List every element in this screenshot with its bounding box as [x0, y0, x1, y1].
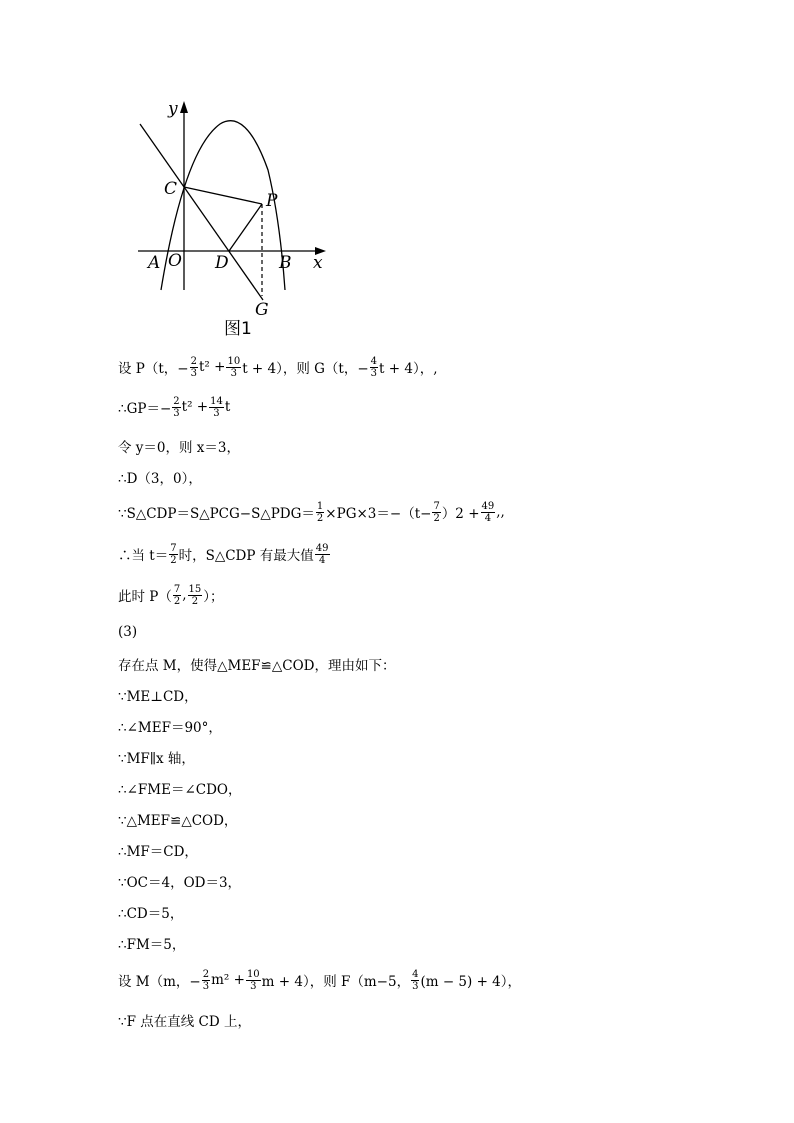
- fraction: [226, 356, 241, 379]
- numerator: 10: [227, 355, 241, 367]
- text: (m − 5) + 4），: [420, 974, 522, 990]
- denominator: 2: [433, 512, 440, 524]
- fraction: [316, 501, 324, 524]
- line-14: [118, 805, 237, 833]
- numerator: 10: [246, 968, 260, 980]
- text: m + 4），则 F（m−5，: [261, 974, 411, 990]
- denominator: 3: [250, 980, 257, 992]
- text: ∴FM＝5，: [118, 937, 186, 953]
- numerator: 1: [316, 500, 324, 512]
- text: ∵OC＝4，OD＝3，: [118, 875, 242, 891]
- text: 此时 P（: [118, 589, 172, 605]
- denominator: 3: [213, 407, 220, 419]
- text: ∵S△CDP＝S△PCG−S△PDG＝: [118, 506, 315, 522]
- denominator: 4: [318, 554, 326, 566]
- denominator: 2: [191, 595, 199, 607]
- label-g: G: [255, 300, 269, 320]
- denominator: 2: [173, 595, 181, 607]
- label-o: O: [168, 251, 182, 271]
- text: ×PG×3＝−（t−: [325, 506, 432, 522]
- line-13: [118, 774, 241, 802]
- label-d: D: [215, 253, 229, 273]
- fraction: [481, 501, 496, 524]
- fraction: [169, 543, 177, 566]
- text: ∴MF＝CD，: [118, 844, 198, 860]
- figure-caption: 图1: [224, 319, 252, 339]
- fraction: [190, 356, 198, 379]
- y-axis-arrow: [180, 101, 188, 113]
- fraction: [370, 356, 378, 379]
- line-4: [118, 463, 202, 491]
- text: t + 4），则 G（t，−: [242, 361, 369, 377]
- fraction: [172, 396, 180, 419]
- fraction: [315, 543, 330, 566]
- text: 存在点 M，使得△MEF≌△COD，理由如下：: [118, 658, 396, 674]
- text: 设 M（m，−: [118, 974, 201, 990]
- text: (3): [118, 624, 138, 640]
- line-1: [118, 353, 438, 381]
- numerator: 14: [210, 395, 223, 407]
- numerator: 7: [433, 500, 440, 512]
- numerator: 7: [173, 583, 181, 595]
- line-cd: [140, 124, 263, 300]
- fraction: [173, 584, 181, 607]
- text: t² +: [181, 399, 209, 415]
- line-15: [118, 836, 198, 864]
- numerator: 7: [170, 542, 177, 554]
- fraction: [411, 969, 419, 992]
- numerator: 49: [315, 542, 329, 554]
- line-17: [118, 898, 183, 926]
- fraction: [209, 396, 224, 419]
- text: t² +: [199, 359, 226, 375]
- text: ∵△MEF≌△COD，: [118, 813, 238, 829]
- text: m² +: [211, 972, 245, 988]
- line-5: [118, 498, 505, 526]
- line-11: [118, 712, 222, 740]
- fraction: [202, 969, 210, 992]
- numerator: 2: [202, 968, 210, 980]
- denominator: 3: [173, 407, 180, 419]
- numerator: 49: [481, 500, 495, 512]
- line-12: [118, 743, 195, 771]
- numerator: 4: [412, 968, 419, 980]
- numerator: 2: [173, 395, 180, 407]
- text: ∴CD＝5，: [118, 906, 184, 922]
- text: ,: [182, 587, 187, 603]
- denominator: 3: [190, 367, 197, 379]
- segment-pd: [229, 204, 262, 251]
- line-16: [118, 867, 241, 895]
- line-10: [118, 681, 198, 709]
- denominator: 3: [230, 367, 237, 379]
- label-p: P: [266, 191, 278, 211]
- line-19: [118, 966, 521, 994]
- segment-cp: [184, 187, 262, 204]
- text: t + 4），,: [379, 361, 438, 377]
- text: ∵ME⊥CD，: [118, 689, 198, 705]
- figure-1: [128, 90, 348, 340]
- line-7: [118, 581, 224, 609]
- line-20: [118, 1006, 251, 1034]
- denominator: 3: [412, 980, 419, 992]
- text: ∴D（3，0），: [118, 471, 202, 487]
- text: t: [224, 399, 231, 415]
- denominator: 3: [370, 367, 378, 379]
- denominator: 4: [484, 512, 492, 524]
- fraction: [246, 969, 261, 992]
- text: 时，S△CDP 有最大值: [178, 548, 314, 564]
- fraction: [432, 501, 440, 524]
- text: ∵MF∥x 轴，: [118, 751, 195, 767]
- line-2: [118, 393, 230, 421]
- label-b: B: [279, 253, 292, 273]
- denominator: 2: [316, 512, 324, 524]
- numerator: 2: [190, 355, 197, 367]
- denominator: 2: [170, 554, 177, 566]
- fraction: [188, 584, 203, 607]
- denominator: 3: [202, 980, 210, 992]
- text: ∵F 点在直线 CD 上，: [118, 1014, 251, 1030]
- numerator: 15: [188, 583, 202, 595]
- text: ∴∠MEF＝90°，: [118, 720, 222, 736]
- text: ）2 +: [441, 506, 480, 522]
- text: ∴当 t＝: [118, 548, 169, 564]
- text: ,,: [496, 504, 505, 520]
- label-y: y: [168, 99, 178, 119]
- line-18: [118, 929, 185, 957]
- text: 设 P（t，−: [118, 361, 189, 377]
- line-6: [118, 540, 331, 568]
- text: ）；: [203, 589, 224, 605]
- line-3: [118, 432, 240, 460]
- label-a: A: [148, 253, 161, 273]
- line-8: [118, 618, 137, 646]
- label-x: x: [313, 253, 323, 273]
- label-c: C: [164, 179, 178, 199]
- line-9: [118, 650, 395, 678]
- numerator: 4: [370, 355, 378, 367]
- text: ∴∠FME＝∠CDO，: [118, 782, 242, 798]
- text: 令 y＝0，则 x＝3，: [118, 440, 241, 456]
- text: ∴GP＝−: [118, 401, 172, 417]
